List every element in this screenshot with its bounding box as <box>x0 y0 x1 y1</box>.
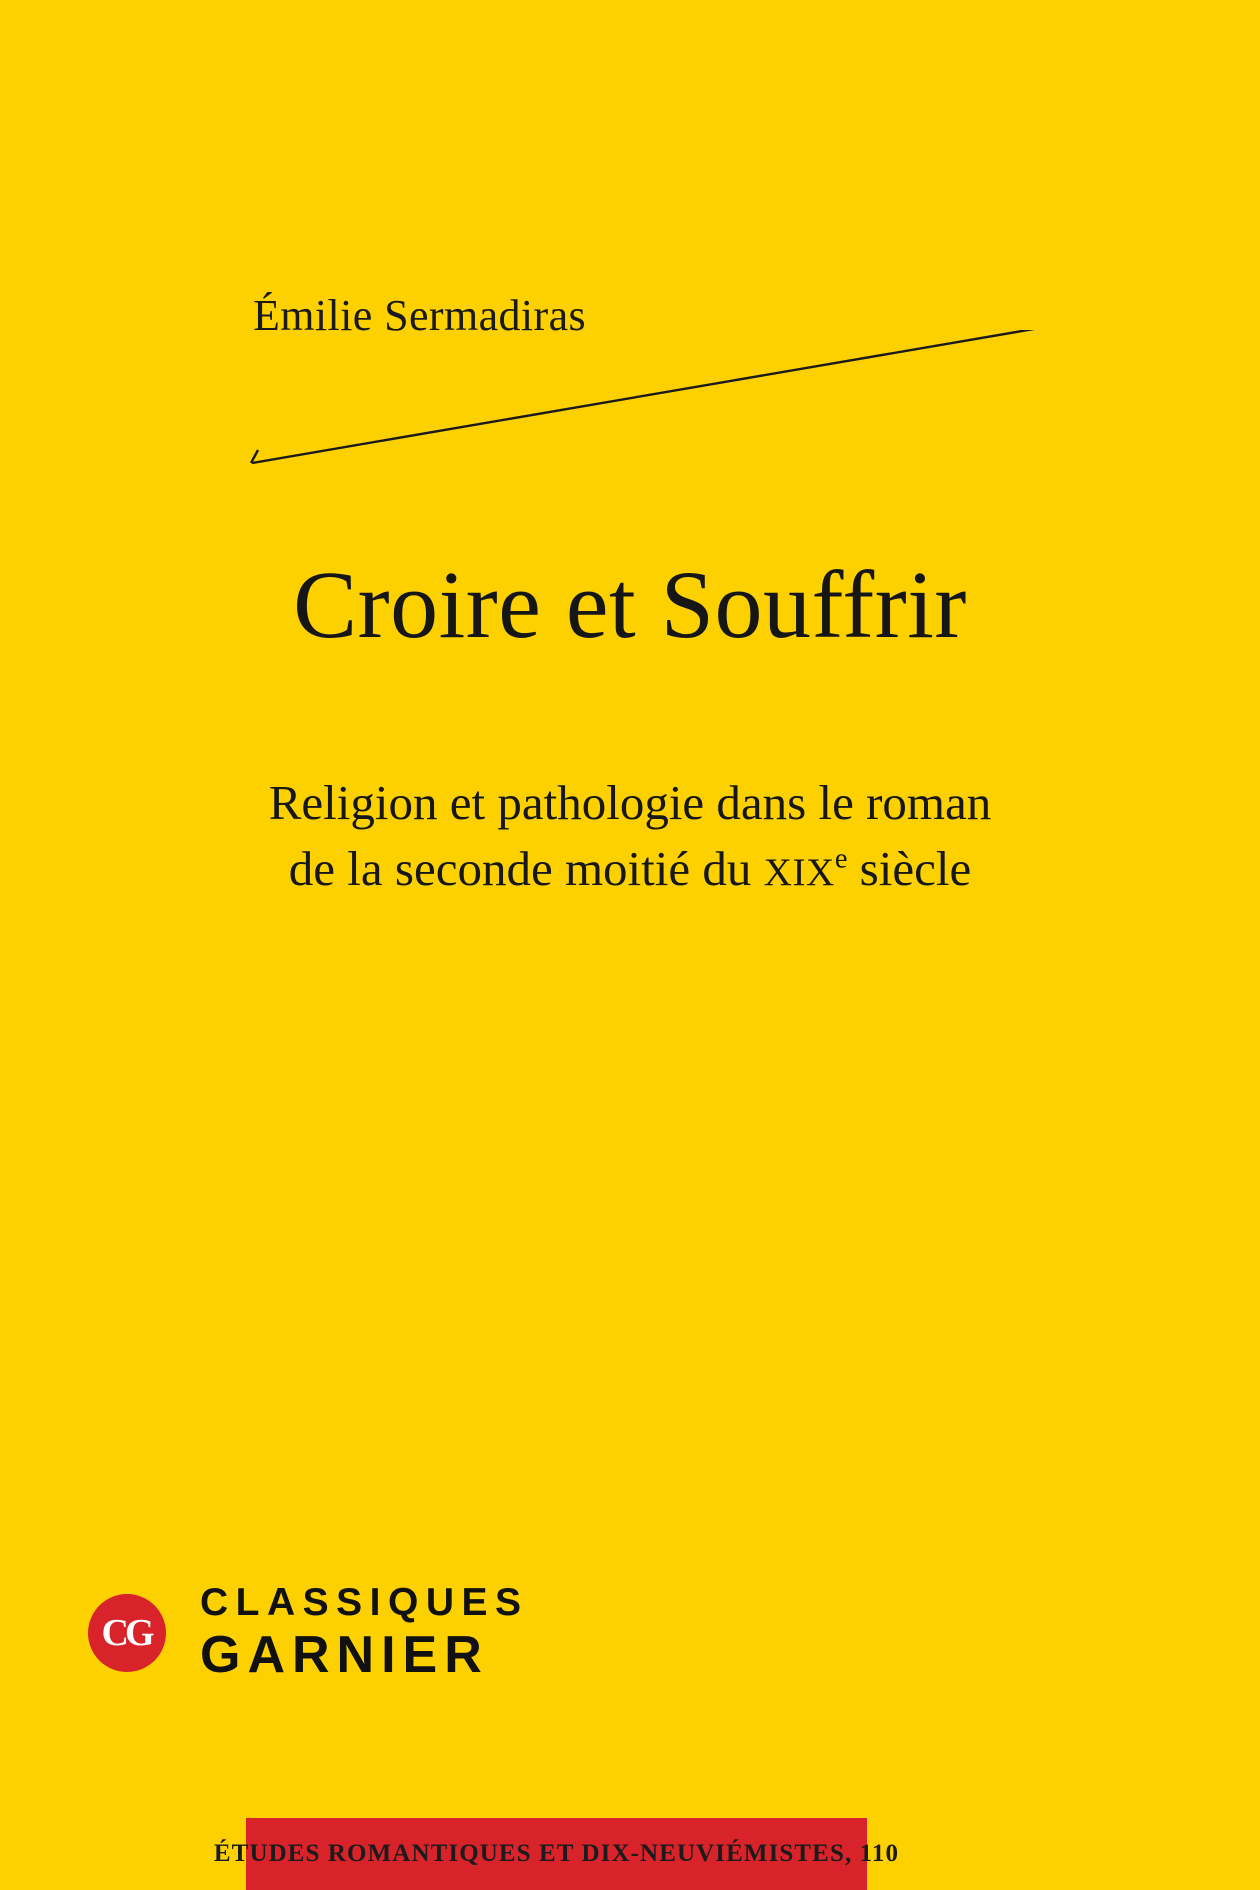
publisher-logo <box>88 1583 529 1683</box>
publisher-monogram-letters: CG <box>101 1611 151 1654</box>
book-title: Croire et Souffrir <box>293 551 967 658</box>
series-band <box>213 1818 900 1890</box>
author-name: Émilie Sermadiras <box>253 291 587 340</box>
subtitle-line-2 <box>0 836 1260 902</box>
book-subtitle <box>0 770 1260 902</box>
publisher-name-top: CLASSIQUES <box>200 1581 529 1624</box>
publisher-name-bottom: GARNIER <box>200 1625 489 1684</box>
publisher-monogram-icon <box>88 1594 166 1672</box>
subtitle-line-1: Religion et pathologie dans le roman <box>268 775 992 830</box>
series-label: ÉTUDES ROMANTIQUES ET DIX-NEUVIÉMISTES, 110 <box>213 1840 900 1867</box>
publisher-wordmark <box>200 1583 529 1683</box>
subtitle-line-2-suffix: siècle <box>847 841 972 897</box>
subtitle-century-ordinal: e <box>834 843 848 875</box>
subtitle-line-2-prefix: de la seconde moitié du <box>288 841 764 897</box>
diagonal-rule <box>0 330 1260 470</box>
subtitle-century-numeral: XIX <box>763 851 835 895</box>
